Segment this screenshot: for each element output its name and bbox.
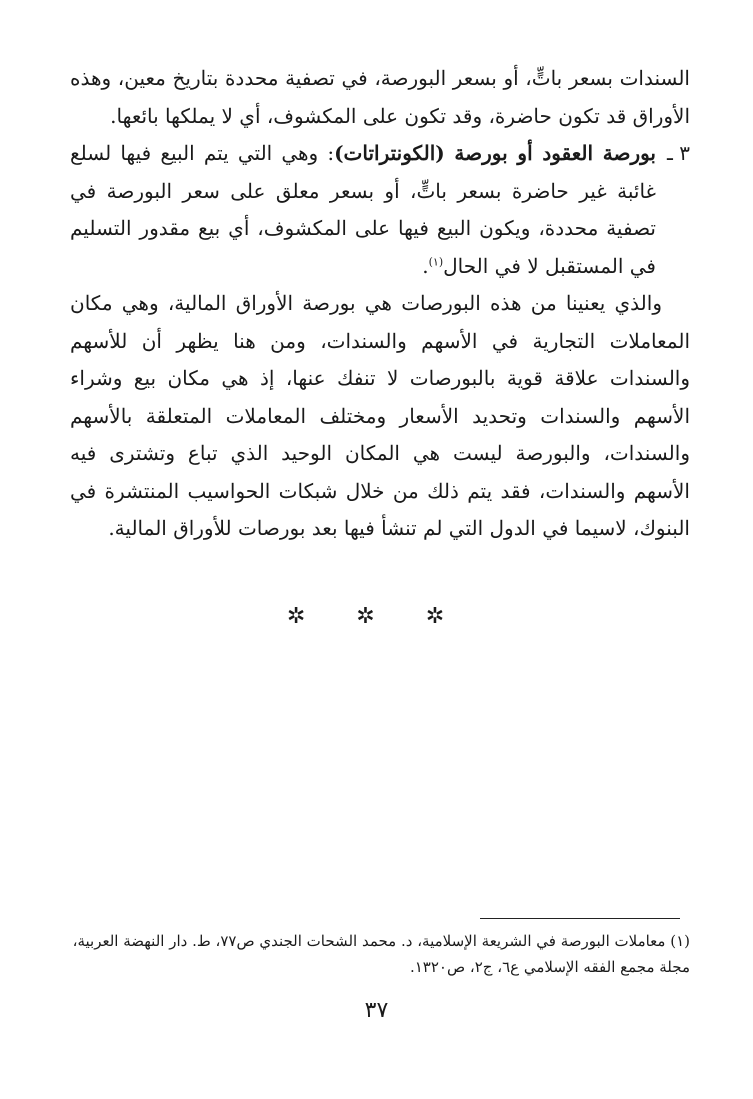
list-item-title: بورصة العقود أو بورصة (الكونتراتات) [334,141,657,165]
footnote-divider [480,918,680,919]
page-number: ٣٧ [364,998,389,1023]
section-separator: ✲ ✲ ✲ [286,604,467,629]
list-item-3 [70,135,690,285]
list-item-number: ٣ ـ [667,141,690,165]
list-item-text: : وهي التي يتم البيع فيها لسلع غائبة غير حاضرة بسعر باتٍّ، أو بسعر معلق على سعر البورصة في تصفية محددة، ويكون البيع فيها على المكشوف، أي بيع مقدور التسليم في المستقبل لا في الحال [70,141,656,278]
list-item-end: . [422,253,429,278]
footnote-reference[interactable]: (١) [428,254,444,268]
list-item-body [70,135,656,285]
paragraph-1: السندات بسعر باتٍّ، أو بسعر البورصة، في تصفية محددة بتاريخ معين، وهذه الأوراق قد تكون حاضرة، وقد تكون على المكشوف، أي لا يملكها بائعها. [70,66,690,128]
footnote: (١) معاملات البورصة في الشريعة الإسلامية، د. محمد الشحات الجندي ص٧٧، ط. دار النهضة العربية، مجلة مجمع الفقه الإسلامي ع٦، ج٢، ص١٣٢٠. [72,932,690,976]
main-text [70,60,690,548]
paragraph-2: والذي يعنينا من هذه البورصات هي بورصة الأوراق المالية، وهي مكان المعاملات التجارية في الأسهم والسندات، ومن هنا يظهر أن للأسهم والسندات علاقة قوية بالبورصات لا تنفك عنها، إذ هي مكان بيع وشراء الأسهم والسندات وتحديد الأسعار ومختلف المعاملات المتعلقة بالأسهم والسندات، والبورصة ليست هي المكان الوحيد الذي تباع وتشترى فيه الأسهم والسندات، فقد يتم ذلك من خلال شبكات الحواسيب المنتشرة في البنوك، لاسيما في الدول التي لم تنشأ فيها بعد بورصات للأوراق المالية. [70,291,690,540]
